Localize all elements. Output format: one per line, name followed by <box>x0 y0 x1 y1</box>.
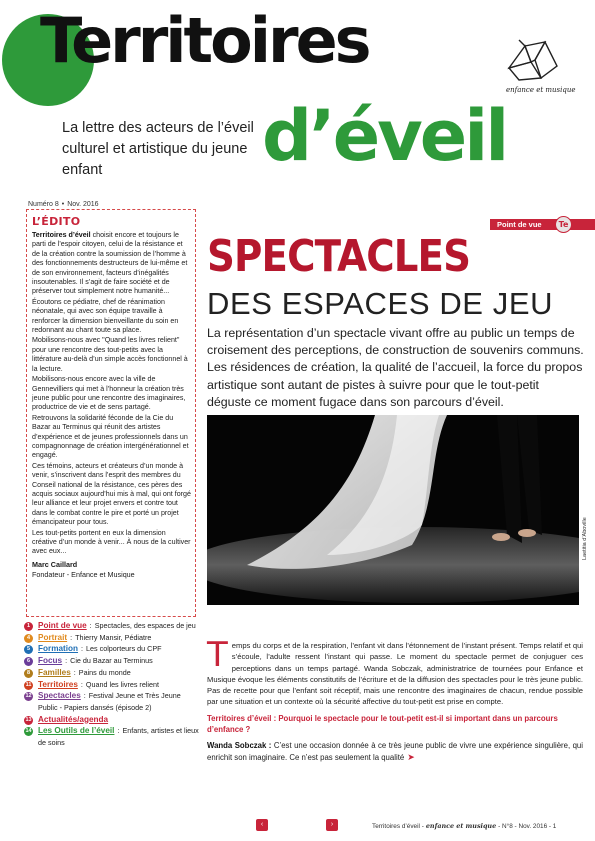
stage-photo-illustration <box>207 415 579 605</box>
toc-item[interactable]: 8 Familles : Pains du monde <box>24 667 200 679</box>
toc-title[interactable]: Focus <box>38 656 63 666</box>
edito-signature <box>32 560 191 580</box>
enfance-et-musique-logo-icon <box>505 38 561 84</box>
toc-desc: Cie du Bazar au Terminus <box>70 656 153 666</box>
footer-info <box>372 822 556 830</box>
article-question: Territoires d’éveil : Pourquoi le spectacle pour le tout-petit est-il si important dans un parcours d’enfance ? <box>207 713 558 735</box>
masthead-title-line2: d’éveil <box>262 95 507 177</box>
edito-paragraph-bold: Territoires d’éveil <box>32 231 91 239</box>
toc-title[interactable]: Point de vue <box>38 621 87 630</box>
toc-page-number: 8 <box>24 669 33 678</box>
masthead-title-first-letter: T <box>40 4 72 77</box>
masthead-title-line1 <box>40 6 369 76</box>
issue-line <box>28 201 102 208</box>
toc-item[interactable]: 1 Point de vue : Spectacles, des espaces de jeu <box>24 620 200 632</box>
toc-page-number: 5 <box>24 645 33 654</box>
toc-page-number: 13 <box>25 716 32 723</box>
article-dropcap: T <box>207 635 228 675</box>
toc-desc: Les colporteurs du CPF <box>86 644 162 654</box>
previous-page-button[interactable]: ‹ <box>256 819 268 831</box>
photo-credit: Laetitia d’Aboville <box>582 517 588 560</box>
edito-title: L’ÉDITO <box>32 215 81 228</box>
article-photo <box>207 415 579 605</box>
toc-page-number: 14 <box>25 728 32 735</box>
masthead-title-rest: erritoires <box>71 4 369 77</box>
toc-desc: Spectacles, des espaces de jeu <box>94 621 196 630</box>
section-badge: Te <box>555 216 572 233</box>
edito-signature-name: Marc Caillard <box>32 559 78 569</box>
toc-title[interactable]: Spectacles <box>38 691 81 701</box>
issue-date: Nov. 2016 <box>67 201 99 208</box>
edito-body <box>32 231 191 557</box>
toc-desc: Pains du monde <box>78 667 131 677</box>
footer-publication: Territoires d’éveil - <box>372 823 424 830</box>
edito-paragraph: Les tout-petits portent en eux la dimension créative d’un monde à venir... À nous de la cultiver avec eux... <box>32 528 191 556</box>
article-answer-speaker: Wanda Sobczak : <box>207 741 272 751</box>
edito-paragraph: Mobilisons-nous encore avec la ville de Gennevilliers qui met à l’honneur la création très jeune public pour une rencontre des imaginaires, productrice de vie et de sens partagé. <box>32 375 186 412</box>
edito-paragraph: Retrouvons la solidarité féconde de la Cie du Bazar au Terminus qui réunit des artistes d’expérience et de jeunes professionnels dans un compagnonnage de création intergénérationnel et engagé. <box>32 413 189 460</box>
toc-title[interactable]: Formation <box>38 644 79 654</box>
toc-page-number: 6 <box>24 657 33 666</box>
toc-title[interactable]: Territoires <box>38 679 78 689</box>
toc-title[interactable]: Actualités/agenda <box>38 714 109 724</box>
toc-title[interactable]: Familles <box>38 667 71 677</box>
edito-paragraph: Mobilisons-nous avec "Quand les livres relient" pour une rencontre des tout-petits avec la littérature au-delà d’un simple accès fonctionnel à la lecture. <box>32 336 188 373</box>
edito-paragraph: Écoutons ce pédiatre, chef de réanimation néonatale, qui avec son équipe travaille à renforcer la dimension bienveillante du soin en redonnant au chant toute sa place. <box>32 297 179 335</box>
toc-item[interactable] <box>24 714 200 726</box>
toc-item[interactable]: 11 Territoires : Quand les livres relient <box>25 679 159 689</box>
logo-caption: enfance et musique <box>506 86 576 94</box>
toc-title[interactable]: Les Outils de l’éveil <box>38 726 115 736</box>
article-headline: SPECTACLES <box>207 231 471 282</box>
footer-issue-info: - N°8 - Nov. 2016 - 1 <box>498 823 557 830</box>
next-page-button[interactable]: › <box>326 819 338 831</box>
table-of-contents <box>24 620 200 749</box>
toc-desc: Enfants, artistes et lieux de soins <box>38 726 199 748</box>
section-label: Point de vue <box>497 220 542 229</box>
edito-paragraph <box>32 231 191 297</box>
article-body <box>207 635 583 763</box>
toc-desc: Thierry Mansir, Pédiatre <box>75 632 152 642</box>
edito-box <box>26 209 196 617</box>
toc-desc: Quand les livres relient <box>85 679 159 689</box>
issue-bullet: • <box>61 201 65 208</box>
toc-item[interactable]: 4 Portrait : Thierry Mansir, Pédiatre <box>24 632 200 644</box>
toc-page-number: 4 <box>24 634 33 643</box>
toc-page-number: 11 <box>25 681 32 688</box>
article-body-paragraph <box>207 635 583 708</box>
toc-page-number: 1 <box>24 622 33 631</box>
toc-item[interactable]: 12 Spectacles : Festival Jeune et Très Jeune Public - Papiers dansés (épisode 2) <box>25 691 181 712</box>
toc-item[interactable]: 5 Formation : Les colporteurs du CPF <box>24 643 200 655</box>
toc-item[interactable]: 6 Focus : Cie du Bazar au Terminus <box>24 655 200 667</box>
article-body-text: emps du corps et de la respiration, l’enfant vit dans l’étonnement de l’instant présent. Temps relatif et qui s’écoule, l’adulte ressent l’instant qui passe. Le moment du spectacle permet de conjuguer ces perceptions dans un temps partagé. Wanda Sobczak, administratrice de tournées pour Enfance et Musique évoque les éléments constitutifs de l’écriture et de la diffusion des spectacles pour le très jeune public. Pas de recette pour que l’enfant soit réceptif, mais une rencontre des imaginaires de chacun, rendue possible par une situation et un contexte où la sécurité affective du tout-petit est prise en compte. <box>207 641 583 707</box>
edito-paragraph-text: choisit encore et toujours le parti de l’espoir citoyen, celui de la résistance et de la création contre la soumission de l’homme à des fonctionnements destructeurs de lui-même et de son environnement, facteurs d’inégalités insoutenables. Il s’agit de faire société et de préserver tout simplement notre humanité... <box>32 231 188 296</box>
toc-item[interactable]: 14 Les Outils de l’éveil : Enfants, artistes et lieux de soins <box>25 726 199 748</box>
edito-signature-role: Fondateur - Enfance et Musique <box>32 569 135 579</box>
masthead-subtitle: La lettre des acteurs de l’éveil culturel et artistique du jeune enfant <box>62 120 254 178</box>
article-subhead: DES ESPACES DE JEU <box>207 286 554 321</box>
toc-page-number: 12 <box>25 693 32 700</box>
edito-paragraph: Ces témoins, acteurs et créateurs d’un monde à venir, s’inscrivent dans l’esprit des membres du Conseil national de la résistance, ces pères des acquis sociaux aujourd’hui mis à mal, qui ont forgé leur alliance et leur projet envers et contre tout dans le combat contre le pire et porté un projet émancipateur pour tous. <box>32 461 191 527</box>
footer-brand: enfance et musique <box>425 822 497 830</box>
article-answer-text: C’est une occasion donnée à ce très jeune public de vivre une expérience singulière, qui enrichit son imaginaire. Ce n’est pas seulement la qualité <box>207 741 583 762</box>
issue-number: Numéro 8 <box>28 201 59 208</box>
toc-desc: Festival Jeune et Très Jeune Public - Papiers dansés (épisode 2) <box>38 691 181 712</box>
toc-title[interactable]: Portrait <box>38 632 68 642</box>
article-answer <box>207 740 583 763</box>
continue-arrow-icon[interactable]: ➤ <box>407 751 415 762</box>
article-lead: La représentation d’un spectacle vivant offre au public un temps de croisement des perceptions, de construction de souvenirs communs. Les résidences de création, la qualité de l’accueil, la force du propos artistique sont autant de pistes à suivre pour que le tout-petit déguste ce moment fugace dans son parcours d’éveil. <box>207 326 584 409</box>
